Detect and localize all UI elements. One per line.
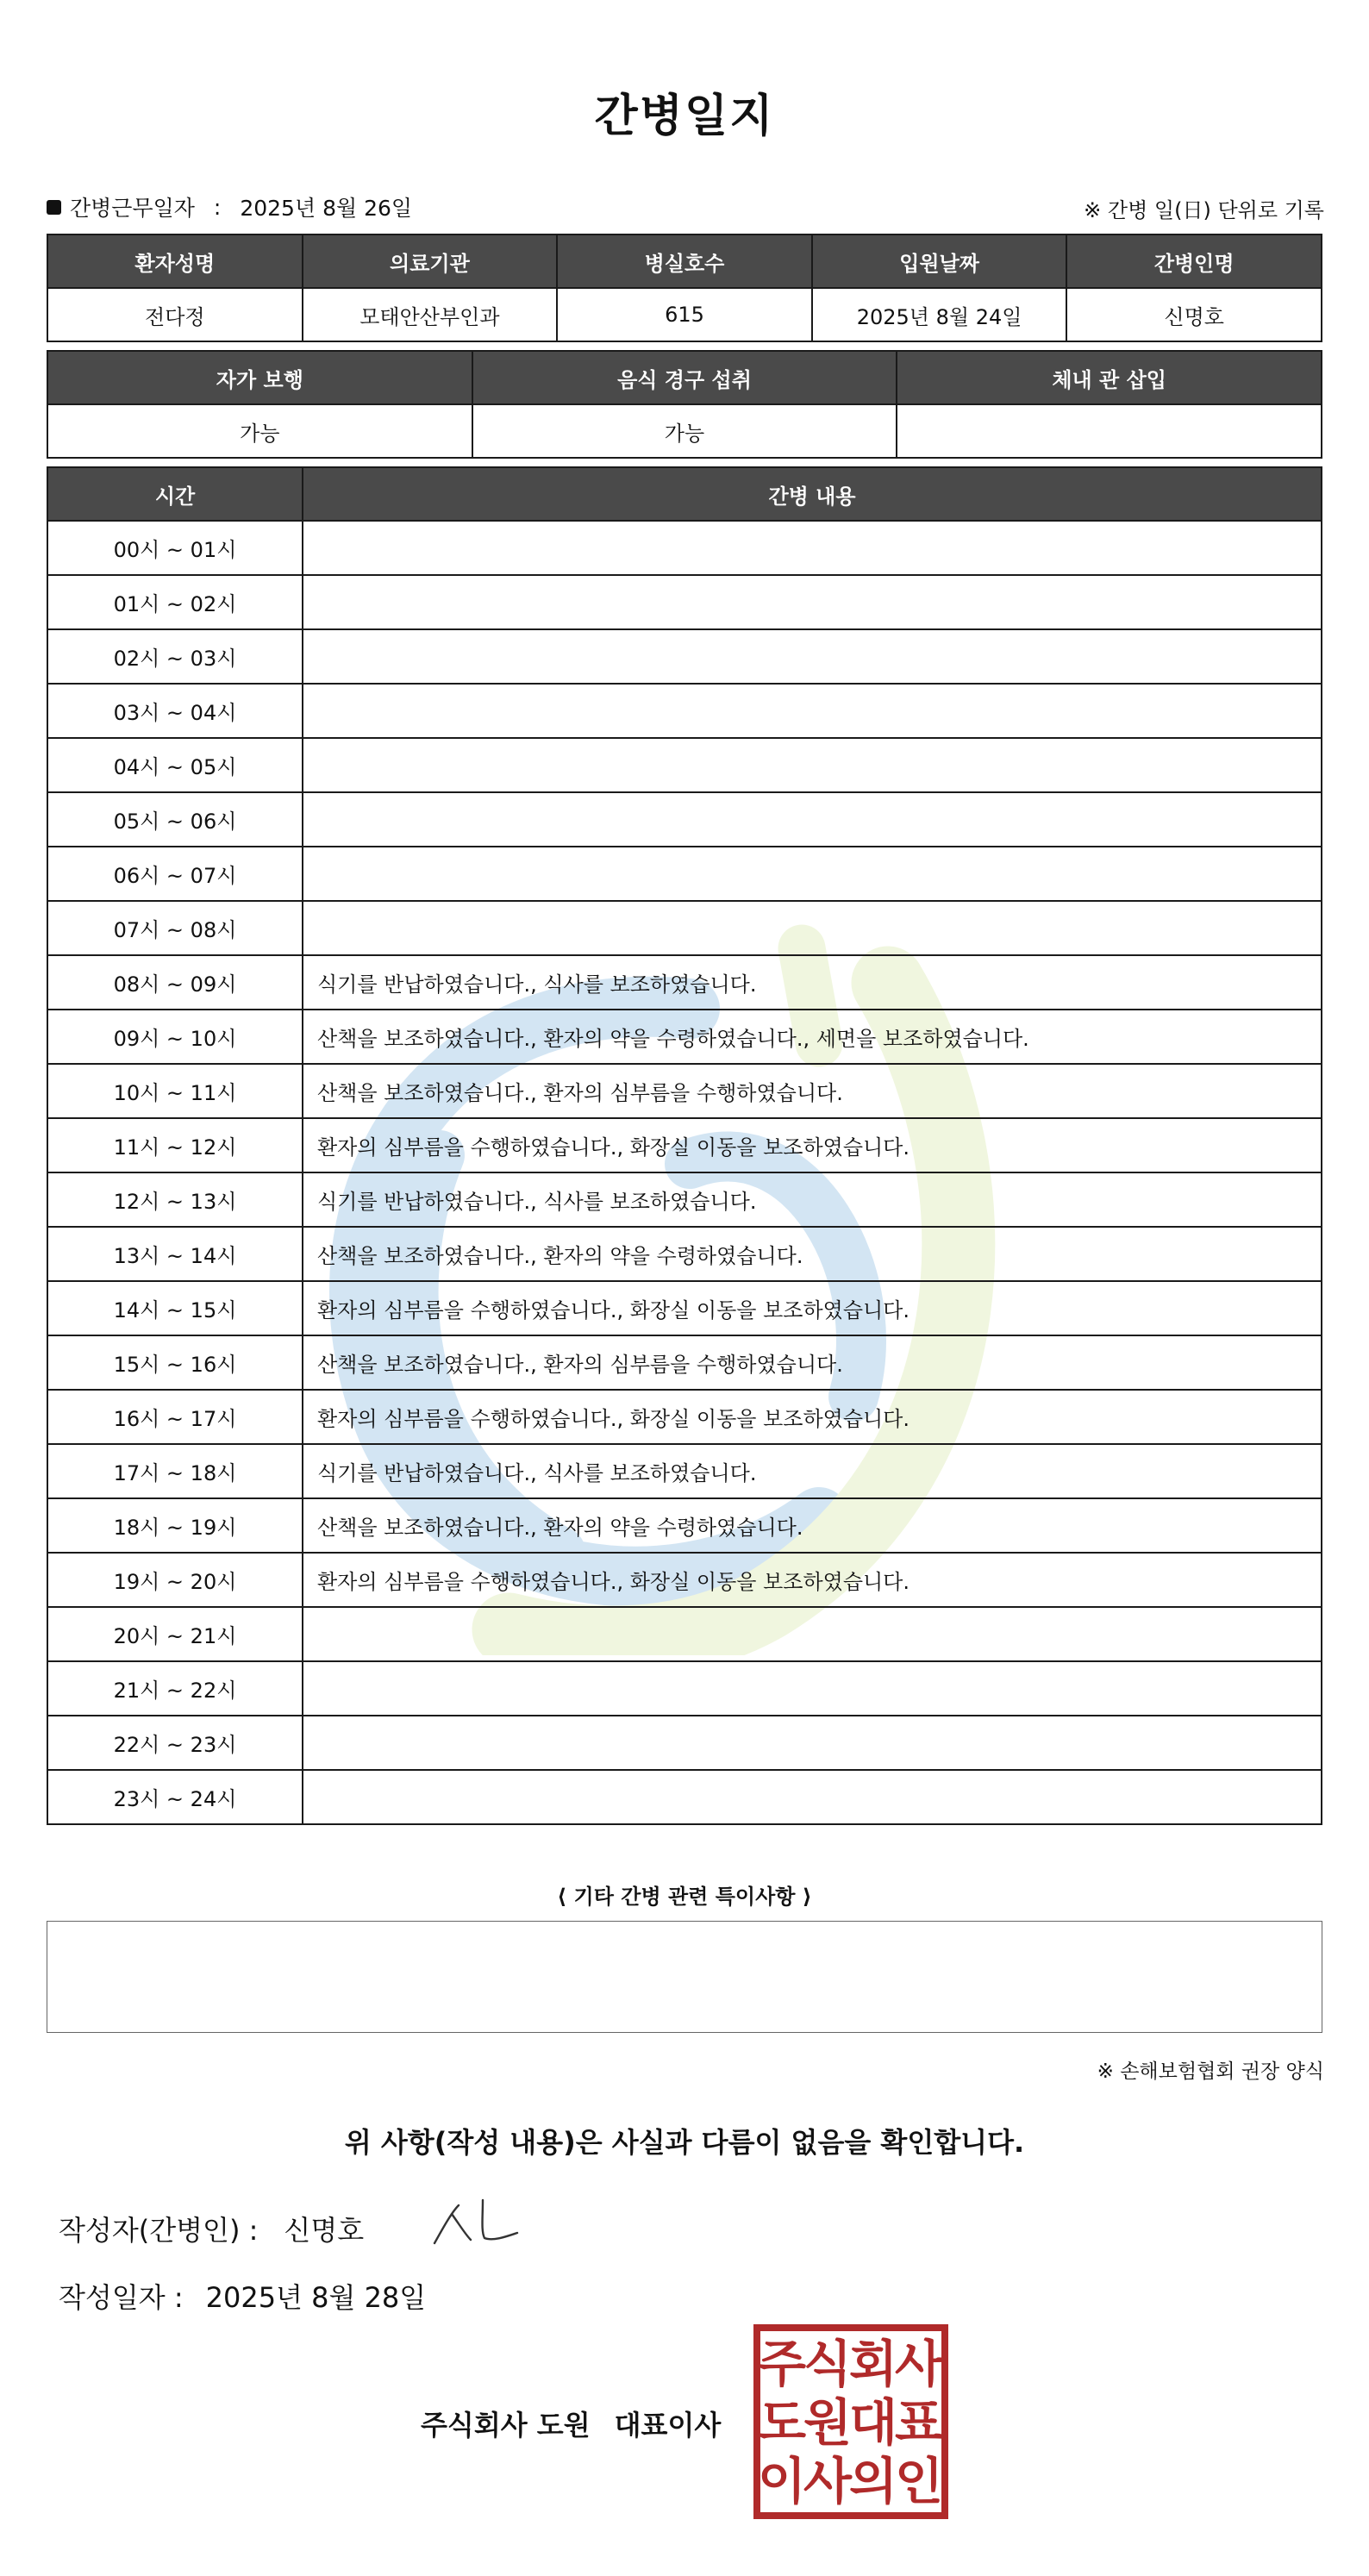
care-content: 환자의 심부름을 수행하였습니다., 화장실 이동을 보조하였습니다.	[303, 1118, 1322, 1172]
time-slot: 00시 ~ 01시	[47, 521, 303, 575]
care-log-row	[47, 1335, 1322, 1390]
care-content: 식기를 반납하였습니다., 식사를 보조하였습니다.	[303, 955, 1322, 1010]
bullet-square-icon	[47, 200, 61, 215]
caregiver-name: 신명호	[1066, 288, 1322, 341]
write-date-label: 작성일자 :	[59, 2281, 184, 2314]
remarks-box	[47, 1921, 1322, 2033]
care-content	[303, 575, 1322, 629]
care-log-row	[47, 684, 1322, 738]
tube-insertion-value	[897, 404, 1322, 458]
care-log-row	[47, 738, 1322, 792]
header-care-content: 간병 내용	[303, 467, 1322, 521]
writer-label: 작성자(간병인) :	[59, 2214, 259, 2247]
header-oral-intake: 음식 경구 섭취	[472, 351, 897, 404]
time-slot: 07시 ~ 08시	[47, 901, 303, 955]
care-log-row	[47, 1444, 1322, 1498]
time-slot: 03시 ~ 04시	[47, 684, 303, 738]
care-content	[303, 901, 1322, 955]
signature-image	[422, 2188, 534, 2257]
care-content	[303, 1661, 1322, 1716]
hospital-name: 모태안산부인과	[303, 288, 558, 341]
care-content: 환자의 심부름을 수행하였습니다., 화장실 이동을 보조하였습니다.	[303, 1553, 1322, 1607]
care-log-row	[47, 1553, 1322, 1607]
time-slot: 04시 ~ 05시	[47, 738, 303, 792]
care-content: 환자의 심부름을 수행하였습니다., 화장실 이동을 보조하였습니다.	[303, 1390, 1322, 1444]
header-tube-insertion: 체내 관 삽입	[897, 351, 1322, 404]
time-slot: 11시 ~ 12시	[47, 1118, 303, 1172]
confirmation-statement: 위 사항(작성 내용)은 사실과 다름이 없음을 확인합니다.	[344, 2126, 1025, 2159]
time-slot: 02시 ~ 03시	[47, 629, 303, 684]
work-date-row	[47, 191, 412, 222]
care-content	[303, 629, 1322, 684]
remarks-title: ⟨ 기타 간병 관련 특이사항 ⟩	[557, 1885, 812, 1909]
time-slot: 17시 ~ 18시	[47, 1444, 303, 1498]
care-log-row	[47, 1010, 1322, 1064]
care-log-row	[47, 1716, 1322, 1770]
care-log-header-row	[47, 467, 1322, 521]
seal-character: 의	[848, 2452, 898, 2510]
time-slot: 22시 ~ 23시	[47, 1716, 303, 1770]
care-content	[303, 521, 1322, 575]
care-log-row	[47, 521, 1322, 575]
time-slot: 06시 ~ 07시	[47, 847, 303, 901]
care-log-row	[47, 575, 1322, 629]
company-row	[421, 2404, 721, 2443]
care-content	[303, 1716, 1322, 1770]
care-log-row	[47, 1770, 1322, 1824]
time-slot: 23시 ~ 24시	[47, 1770, 303, 1824]
care-log-row	[47, 1118, 1322, 1172]
patient-info-value-row	[47, 288, 1322, 341]
patient-ability-table	[47, 350, 1322, 459]
care-content	[303, 847, 1322, 901]
header-hospital: 의료기관	[303, 234, 558, 288]
care-log-row	[47, 847, 1322, 901]
care-log-row	[47, 1064, 1322, 1118]
care-content	[303, 1607, 1322, 1661]
time-slot: 05시 ~ 06시	[47, 792, 303, 847]
header-admission-date: 입원날짜	[812, 234, 1067, 288]
time-slot: 10시 ~ 11시	[47, 1064, 303, 1118]
room-number: 615	[557, 288, 812, 341]
header-caregiver-name: 간병인명	[1066, 234, 1322, 288]
time-slot: 13시 ~ 14시	[47, 1227, 303, 1281]
header-patient-name: 환자성명	[47, 234, 303, 288]
care-log-row	[47, 1607, 1322, 1661]
work-date-label: 간병근무일자	[70, 196, 195, 221]
ability-value-row	[47, 404, 1322, 458]
care-log-row	[47, 1661, 1322, 1716]
care-content: 산책을 보조하였습니다., 환자의 약을 수령하였습니다.	[303, 1498, 1322, 1553]
write-date-row	[59, 2276, 426, 2316]
work-date-value: 2025년 8월 26일	[240, 196, 413, 221]
time-slot: 09시 ~ 10시	[47, 1010, 303, 1064]
header-room: 병실호수	[557, 234, 812, 288]
care-log-row	[47, 1281, 1322, 1335]
care-content	[303, 792, 1322, 847]
care-content: 환자의 심부름을 수행하였습니다., 화장실 이동을 보조하였습니다.	[303, 1281, 1322, 1335]
header-time: 시간	[47, 467, 303, 521]
care-log-row	[47, 1172, 1322, 1227]
seal-character: 도	[757, 2393, 807, 2452]
time-slot: 21시 ~ 22시	[47, 1661, 303, 1716]
time-slot: 08시 ~ 09시	[47, 955, 303, 1010]
care-log-body	[47, 521, 1322, 1824]
patient-name: 전다정	[47, 288, 303, 341]
time-slot: 12시 ~ 13시	[47, 1172, 303, 1227]
association-note: ※ 손해보험협회 권장 양식	[1097, 2060, 1324, 2083]
seal-character: 주	[757, 2335, 807, 2393]
time-slot: 18시 ~ 19시	[47, 1498, 303, 1553]
writer-row	[59, 2209, 364, 2248]
seal-character: 대	[848, 2393, 898, 2452]
admission-date: 2025년 8월 24일	[812, 288, 1067, 341]
seal-character: 표	[894, 2393, 944, 2452]
care-log-row	[47, 1390, 1322, 1444]
care-log-row	[47, 629, 1322, 684]
care-content: 산책을 보조하였습니다., 환자의 심부름을 수행하였습니다.	[303, 1335, 1322, 1390]
unit-note: ※ 간병 일(日) 단위로 기록	[1084, 198, 1324, 222]
care-content: 식기를 반납하였습니다., 식사를 보조하였습니다.	[303, 1172, 1322, 1227]
care-content: 산책을 보조하였습니다., 환자의 심부름을 수행하였습니다.	[303, 1064, 1322, 1118]
company-name: 주식회사 도원	[421, 2409, 591, 2442]
seal-character: 식	[803, 2335, 853, 2393]
write-date-value: 2025년 8월 28일	[205, 2281, 427, 2314]
header-self-walking: 자가 보행	[47, 351, 472, 404]
patient-info-table	[47, 234, 1322, 342]
ability-header-row	[47, 351, 1322, 404]
care-log-row	[47, 1498, 1322, 1553]
care-content: 식기를 반납하였습니다., 식사를 보조하였습니다.	[303, 1444, 1322, 1498]
time-slot: 20시 ~ 21시	[47, 1607, 303, 1661]
seal-character: 회	[848, 2335, 898, 2393]
care-content	[303, 1770, 1322, 1824]
writer-name: 신명호	[284, 2214, 365, 2247]
care-log-table	[47, 466, 1322, 1825]
self-walking-value: 가능	[47, 404, 472, 458]
care-content: 산책을 보조하였습니다., 환자의 약을 수령하였습니다., 세면을 보조하였습니다.	[303, 1010, 1322, 1064]
care-content	[303, 684, 1322, 738]
care-log-row	[47, 792, 1322, 847]
ceo-title: 대표이사	[614, 2409, 722, 2442]
time-slot: 01시 ~ 02시	[47, 575, 303, 629]
seal-character: 사	[894, 2335, 944, 2393]
page-title: 간병일지	[594, 91, 775, 142]
time-slot: 14시 ~ 15시	[47, 1281, 303, 1335]
company-seal-stamp	[753, 2324, 948, 2519]
seal-character: 원	[803, 2393, 853, 2452]
work-date-colon: :	[213, 194, 222, 220]
time-slot: 15시 ~ 16시	[47, 1335, 303, 1390]
seal-character: 사	[803, 2452, 853, 2510]
time-slot: 16시 ~ 17시	[47, 1390, 303, 1444]
care-log-row	[47, 1227, 1322, 1281]
patient-info-header-row	[47, 234, 1322, 288]
care-log-row	[47, 955, 1322, 1010]
care-log-row	[47, 901, 1322, 955]
seal-character: 인	[894, 2452, 944, 2510]
oral-intake-value: 가능	[472, 404, 897, 458]
care-content: 산책을 보조하였습니다., 환자의 약을 수령하였습니다.	[303, 1227, 1322, 1281]
care-content	[303, 738, 1322, 792]
seal-character: 이	[757, 2452, 807, 2510]
time-slot: 19시 ~ 20시	[47, 1553, 303, 1607]
